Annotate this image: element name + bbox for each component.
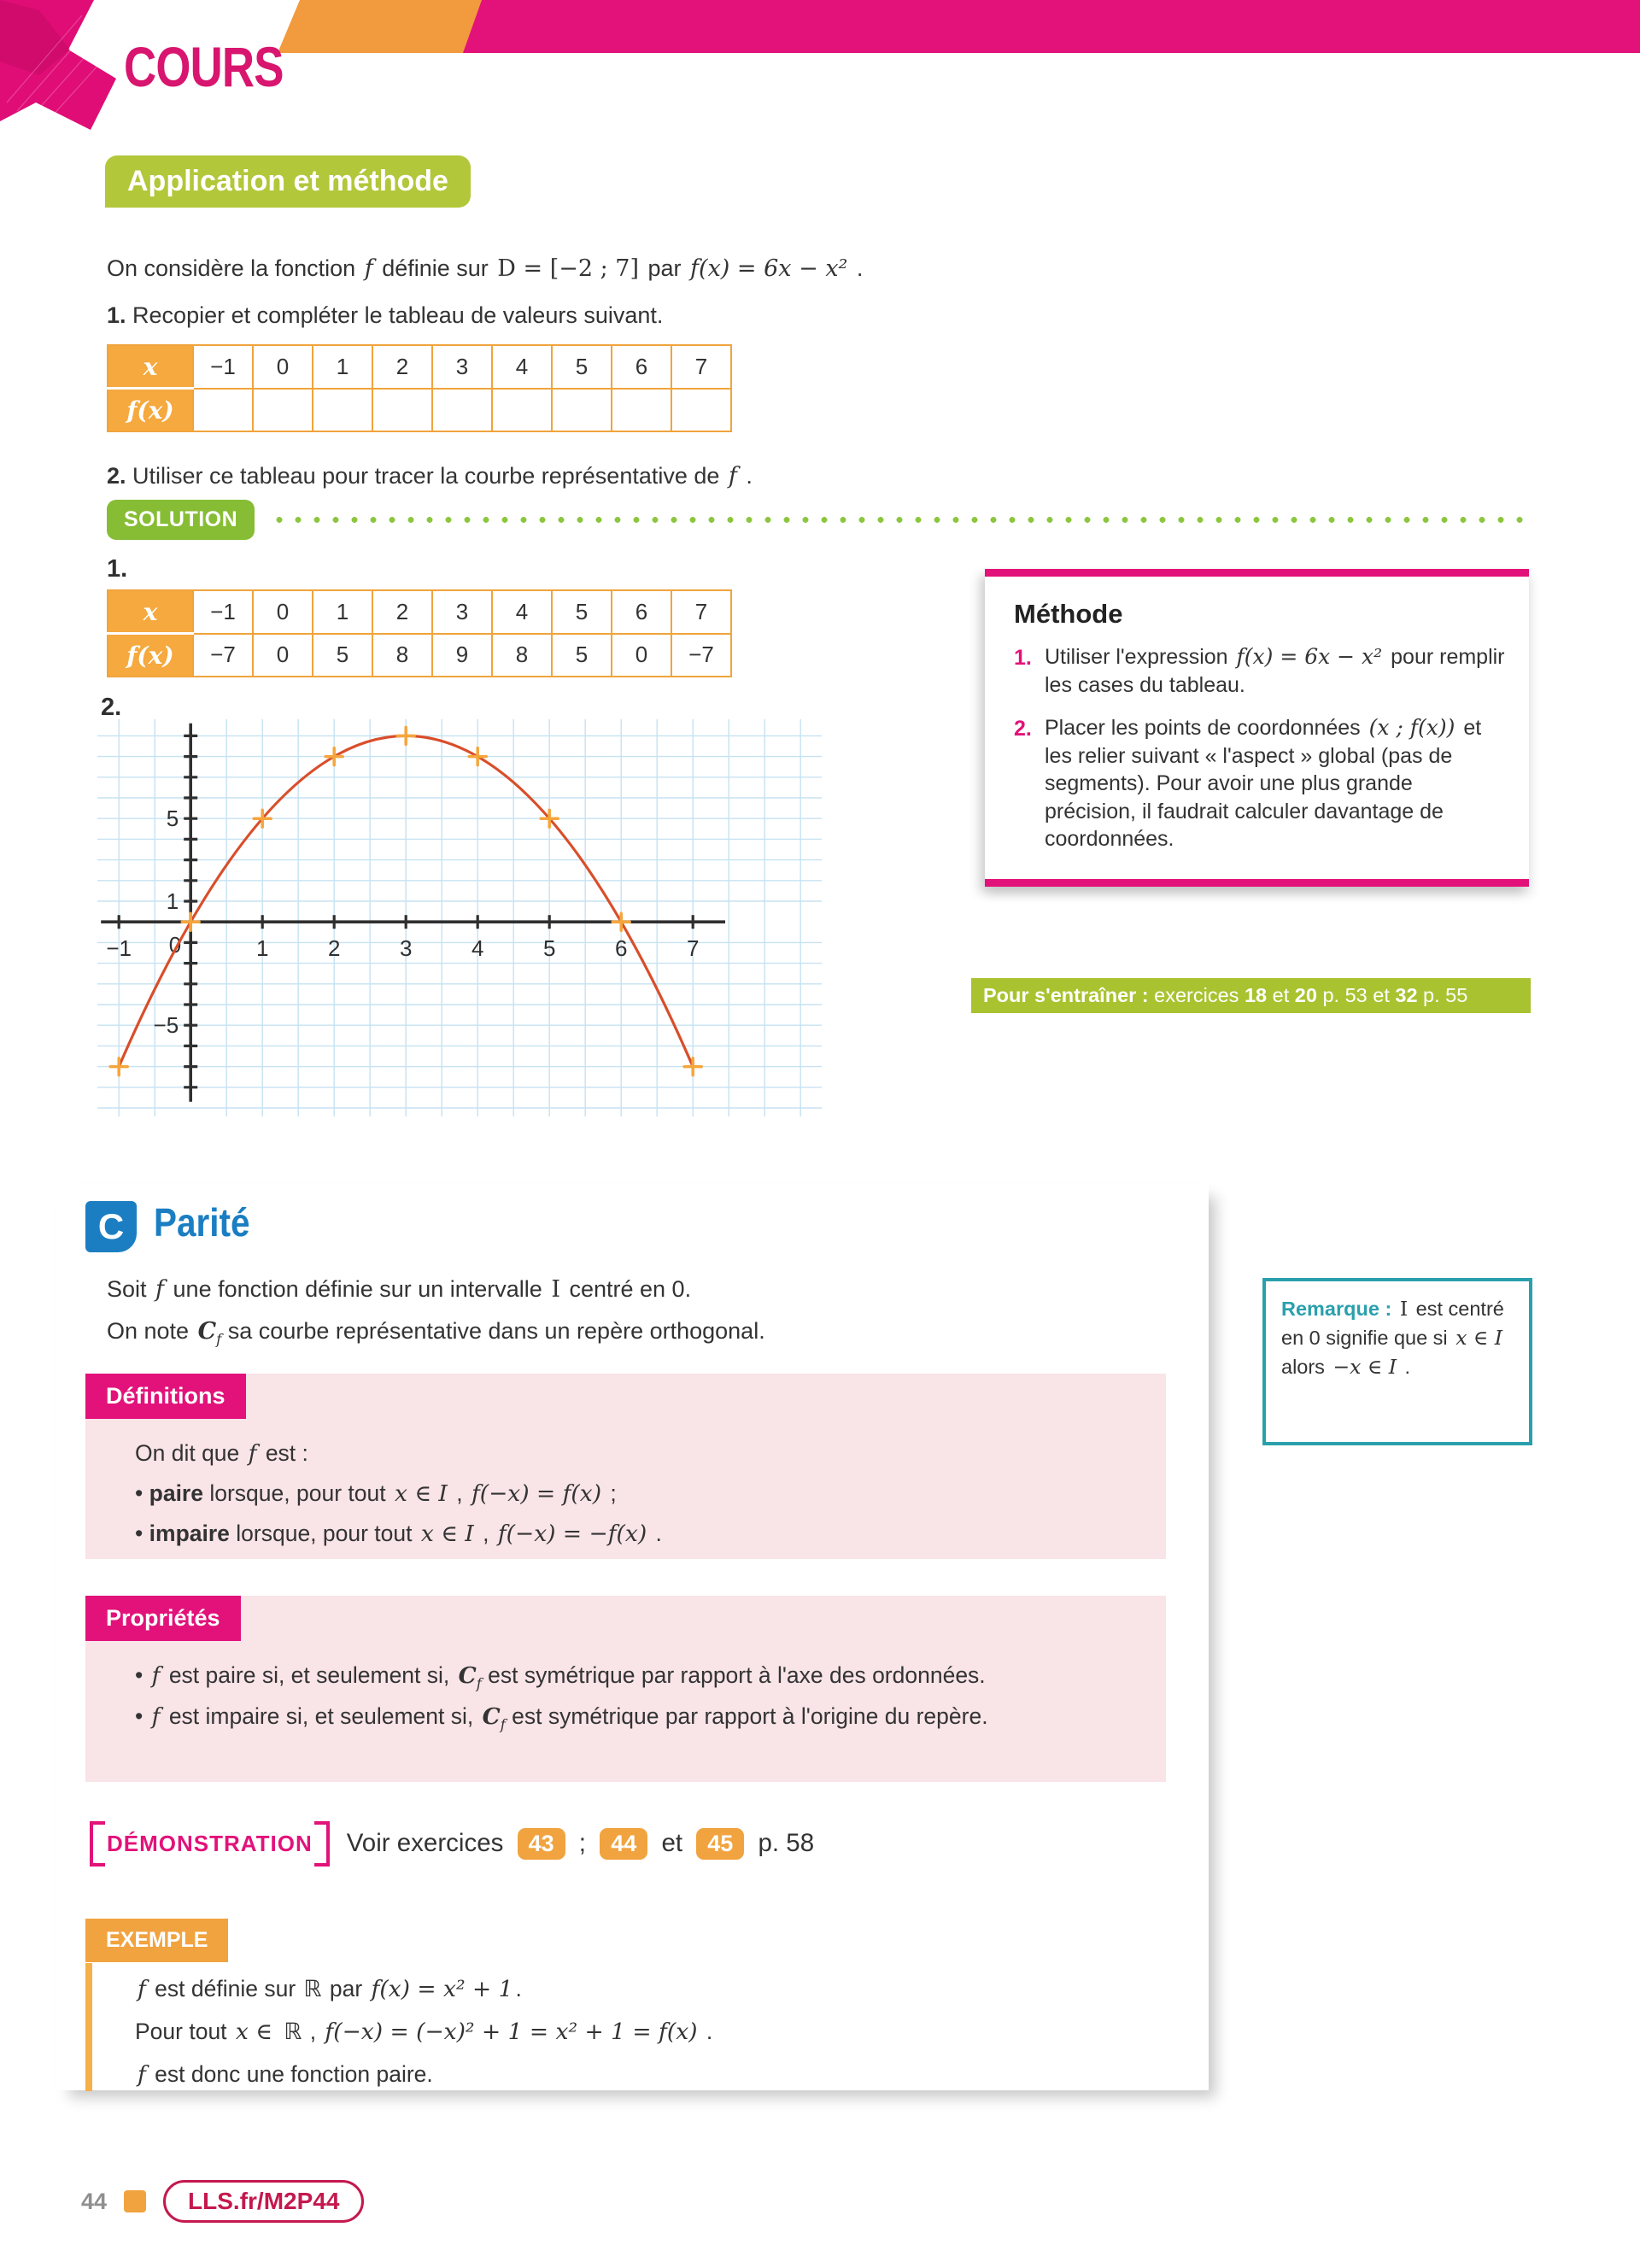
property-bullet — [135, 1697, 1140, 1738]
table-header-fx: f(x) — [108, 634, 193, 677]
text-run: Remarque : — [1281, 1298, 1397, 1320]
table-cell — [671, 389, 731, 432]
values-table-filled — [107, 589, 732, 677]
method-item — [1014, 643, 1505, 699]
text-run: −x ∈ I — [1332, 1354, 1397, 1379]
text-run: x ∈ — [235, 2018, 280, 2045]
application-method-badge: Application et méthode — [105, 155, 471, 208]
text-run: Voir exercices — [346, 1829, 511, 1858]
text-run: On considère la fonction — [107, 255, 362, 281]
demonstration-label: DÉMONSTRATION — [90, 1821, 330, 1867]
table-cell: 0 — [253, 634, 313, 677]
svg-text:1: 1 — [255, 935, 269, 962]
text-run: C — [482, 1703, 501, 1731]
text-run: ; — [571, 1829, 594, 1858]
text-run: , — [476, 1521, 495, 1547]
text-run: f(x) = x² + 1 — [371, 1976, 513, 2002]
question-2 — [107, 461, 753, 491]
exercise-badge[interactable]: 45 — [696, 1828, 744, 1860]
definition-bullet — [135, 1514, 1140, 1554]
table-cell: −1 — [193, 590, 253, 634]
parity-line-1 — [107, 1275, 691, 1304]
svg-text:−5: −5 — [153, 1012, 179, 1039]
table-cell: 1 — [313, 590, 372, 634]
text-run: On dit que — [135, 1440, 246, 1466]
header-band-orange — [278, 0, 483, 53]
svg-text:2: 2 — [327, 935, 341, 962]
example-line — [135, 2011, 712, 2054]
text-run: • — [135, 1480, 149, 1507]
table-cell: 3 — [432, 345, 492, 389]
question-1 — [107, 301, 663, 331]
text-run: D = [−2 ; 7] — [497, 255, 640, 282]
dotted-divider — [270, 517, 1529, 523]
table-cell: 0 — [253, 590, 313, 634]
table-header-x: x — [108, 590, 193, 634]
table-cell: 9 — [432, 634, 492, 677]
table-cell: −7 — [193, 634, 253, 677]
method-item-number: 1. — [1014, 646, 1032, 670]
text-run: paire — [149, 1480, 203, 1507]
demonstration-text — [347, 1827, 814, 1860]
text-run: Placer les points de coordonnées — [1045, 716, 1367, 740]
table-cell: 8 — [492, 634, 552, 677]
text-run: Utiliser ce tableau pour tracer la courbe représentative de — [126, 463, 726, 489]
text-run: f — [155, 1276, 165, 1303]
text-run: f — [216, 1330, 222, 1348]
text-run: (x ; f(x)) — [1368, 715, 1456, 740]
solution-badge: SOLUTION — [107, 500, 255, 540]
svg-text:1: 1 — [166, 888, 179, 914]
text-run: lorsque, pour tout — [202, 1480, 392, 1507]
text-run: C — [458, 1662, 477, 1689]
method-item-number: 2. — [1014, 717, 1032, 741]
table-cell: 6 — [612, 345, 671, 389]
text-run: p. 55 — [1417, 984, 1468, 1006]
text-run: est centré en 0 signifie que si — [1281, 1298, 1504, 1349]
properties-box — [85, 1596, 1166, 1782]
text-run: f — [138, 2060, 146, 2088]
text-run: I — [1399, 1297, 1409, 1321]
text-run: f(x) = 6x − x² — [690, 255, 848, 282]
text-run: et — [654, 1829, 690, 1858]
definitions-box — [85, 1374, 1166, 1559]
svg-text:3: 3 — [399, 935, 413, 962]
definition-intro — [135, 1433, 1140, 1474]
text-run: p. 53 et — [1316, 984, 1396, 1006]
exercise-intro — [107, 254, 863, 284]
text-run: est paire si, et seulement si, — [162, 1662, 456, 1688]
table-cell: 4 — [492, 590, 552, 634]
table-cell: 5 — [552, 634, 612, 677]
text-run: est : — [259, 1440, 308, 1466]
section-letter-badge: C — [85, 1201, 137, 1252]
example-side-bar — [85, 1963, 92, 2091]
text-run: x ∈ I — [394, 1480, 448, 1508]
practice-banner — [971, 978, 1531, 1013]
solution-step-1: 1. — [107, 555, 128, 583]
text-run: pour remplir les cases du tableau. — [1045, 645, 1505, 697]
text-run: f — [248, 1440, 257, 1467]
text-run: 32 — [1395, 984, 1418, 1006]
remark-box — [1262, 1278, 1532, 1445]
method-item-text — [1045, 643, 1505, 699]
page-title: COURS — [124, 35, 284, 98]
method-item-text — [1045, 714, 1505, 853]
text-run: Pour s'entraîner : — [983, 984, 1155, 1006]
text-run: . — [649, 1521, 662, 1547]
text-run: Recopier et compléter le tableau de valeurs suivant. — [126, 302, 664, 328]
svg-text:7: 7 — [686, 935, 700, 962]
text-run: est symétrique par rapport à l'axe des ordonnées. — [481, 1662, 986, 1688]
text-run: ℝ — [303, 1976, 322, 2002]
demonstration-row — [90, 1821, 814, 1867]
solution-row — [107, 500, 1529, 540]
property-bullet — [135, 1656, 1140, 1697]
table-cell — [552, 389, 612, 432]
page-footer — [81, 2180, 364, 2223]
text-run: lorsque, pour tout — [229, 1521, 419, 1547]
text-run: définie sur — [375, 255, 495, 281]
text-run: ℝ — [284, 2018, 302, 2045]
text-run: 18 — [1244, 984, 1268, 1006]
svg-text:5: 5 — [542, 935, 556, 962]
svg-text:5: 5 — [166, 806, 179, 832]
text-run: Soit — [107, 1276, 154, 1302]
method-item — [1014, 714, 1505, 853]
table-cell — [253, 389, 313, 432]
text-run: f — [500, 1716, 506, 1733]
table-cell: 5 — [552, 590, 612, 634]
exercise-badge[interactable]: 43 — [518, 1828, 565, 1860]
svg-text:−1: −1 — [106, 935, 132, 962]
table-cell: 5 — [552, 345, 612, 389]
text-run: • — [135, 1662, 149, 1688]
remark-text — [1281, 1295, 1514, 1381]
text-run: C — [197, 1318, 217, 1345]
text-run: et — [1267, 984, 1295, 1006]
table-cell: −1 — [193, 345, 253, 389]
svg-text:6: 6 — [614, 935, 628, 962]
table-cell: 0 — [253, 345, 313, 389]
table-cell: 7 — [671, 345, 731, 389]
text-run: par — [323, 1976, 369, 2001]
table-cell: 4 — [492, 345, 552, 389]
function-graph — [97, 719, 822, 1121]
text-run: alors — [1281, 1355, 1331, 1378]
text-run: centré en 0. — [562, 1276, 692, 1302]
text-run: ; — [604, 1480, 617, 1507]
text-run: • — [135, 1521, 149, 1547]
text-run: f — [151, 1703, 161, 1731]
text-run: f — [138, 1976, 146, 2002]
table-cell: −7 — [671, 634, 731, 677]
text-run: , — [303, 2018, 323, 2044]
corner-decoration — [0, 0, 137, 141]
values-table-empty — [107, 344, 732, 432]
table-cell: 2 — [372, 345, 432, 389]
text-run: , — [449, 1480, 469, 1507]
text-run: . — [700, 2018, 713, 2044]
table-cell: 7 — [671, 590, 731, 634]
text-run: • — [135, 1703, 149, 1730]
text-run: . — [1399, 1355, 1411, 1378]
text-run: On note — [107, 1318, 196, 1344]
text-run: exercices — [1154, 984, 1245, 1006]
text-run: I — [551, 1276, 560, 1303]
header-band-pink — [463, 0, 1640, 53]
section-title: Parité — [154, 1200, 250, 1245]
text-run: f(−x) = −f(x) — [497, 1521, 647, 1548]
table-header-fx: f(x) — [108, 389, 193, 432]
text-run: 2. — [107, 463, 126, 489]
parity-line-2 — [107, 1316, 765, 1349]
text-run: est impaire si, et seulement si, — [162, 1703, 480, 1730]
text-run: Pour tout — [135, 2018, 233, 2044]
text-run: x ∈ I — [420, 1521, 474, 1548]
example-line — [135, 2054, 712, 2096]
table-cell: 2 — [372, 590, 432, 634]
text-run: f — [151, 1662, 161, 1689]
text-run: par — [641, 255, 688, 281]
text-run: est donc une fonction paire. — [148, 2060, 433, 2087]
text-run: f — [364, 255, 373, 282]
table-cell — [612, 389, 671, 432]
table-cell: 5 — [313, 634, 372, 677]
table-cell — [372, 389, 432, 432]
text-run: f(−x) = (−x)² + 1 = x² + 1 = f(x) — [325, 2018, 698, 2045]
table-cell: 1 — [313, 345, 372, 389]
footer-link[interactable]: LLS.fr/M2P44 — [163, 2180, 364, 2223]
solution-step-2: 2. — [101, 694, 122, 721]
table-cell — [193, 389, 253, 432]
text-run: f — [728, 463, 737, 489]
example-content — [135, 1968, 712, 2095]
table-cell: 0 — [612, 634, 671, 677]
text-run: . — [739, 463, 753, 489]
text-run: 20 — [1294, 984, 1317, 1006]
table-cell — [432, 389, 492, 432]
text-run: Utiliser l'expression — [1045, 645, 1234, 669]
text-run: est symétrique par rapport à l'origine du repère. — [505, 1703, 988, 1730]
table-cell — [492, 389, 552, 432]
text-run: . — [515, 1976, 522, 2001]
example-line — [135, 1968, 712, 2011]
page-number: 44 — [81, 2188, 108, 2214]
svg-text:0: 0 — [168, 932, 182, 958]
text-run: est définie sur — [148, 1976, 302, 2001]
table-cell: 3 — [432, 590, 492, 634]
text-run: une fonction définie sur un intervalle — [167, 1276, 549, 1302]
text-run: x ∈ I — [1456, 1325, 1503, 1350]
text-run: . — [850, 255, 864, 281]
text-run: impaire — [149, 1521, 230, 1547]
exercise-badge[interactable]: 44 — [600, 1828, 647, 1860]
table-cell: 8 — [372, 634, 432, 677]
text-run: f — [476, 1675, 482, 1692]
method-title: Méthode — [1014, 599, 1123, 629]
svg-text:4: 4 — [471, 935, 484, 962]
text-run: sa courbe représentative dans un repère orthogonal. — [221, 1318, 765, 1344]
text-run: p. 58 — [751, 1829, 815, 1858]
text-run: f(x) = 6x − x² — [1236, 644, 1383, 669]
text-run: et les relier suivant « l'aspect » global (pas de segments). Pour avoir une plus grande précision, il faudrait calculer davantage de coordonnées. — [1045, 716, 1482, 851]
definitions-label: Définitions — [85, 1374, 246, 1419]
table-cell — [313, 389, 372, 432]
definition-bullet — [135, 1474, 1140, 1514]
table-header-x: x — [108, 345, 193, 389]
properties-label: Propriétés — [85, 1596, 241, 1641]
text-run: f(−x) = f(x) — [471, 1480, 602, 1508]
example-badge: EXEMPLE — [85, 1919, 228, 1962]
method-card — [985, 569, 1529, 887]
footer-square-icon — [124, 2190, 146, 2212]
table-cell: 6 — [612, 590, 671, 634]
text-run: 1. — [107, 302, 126, 328]
